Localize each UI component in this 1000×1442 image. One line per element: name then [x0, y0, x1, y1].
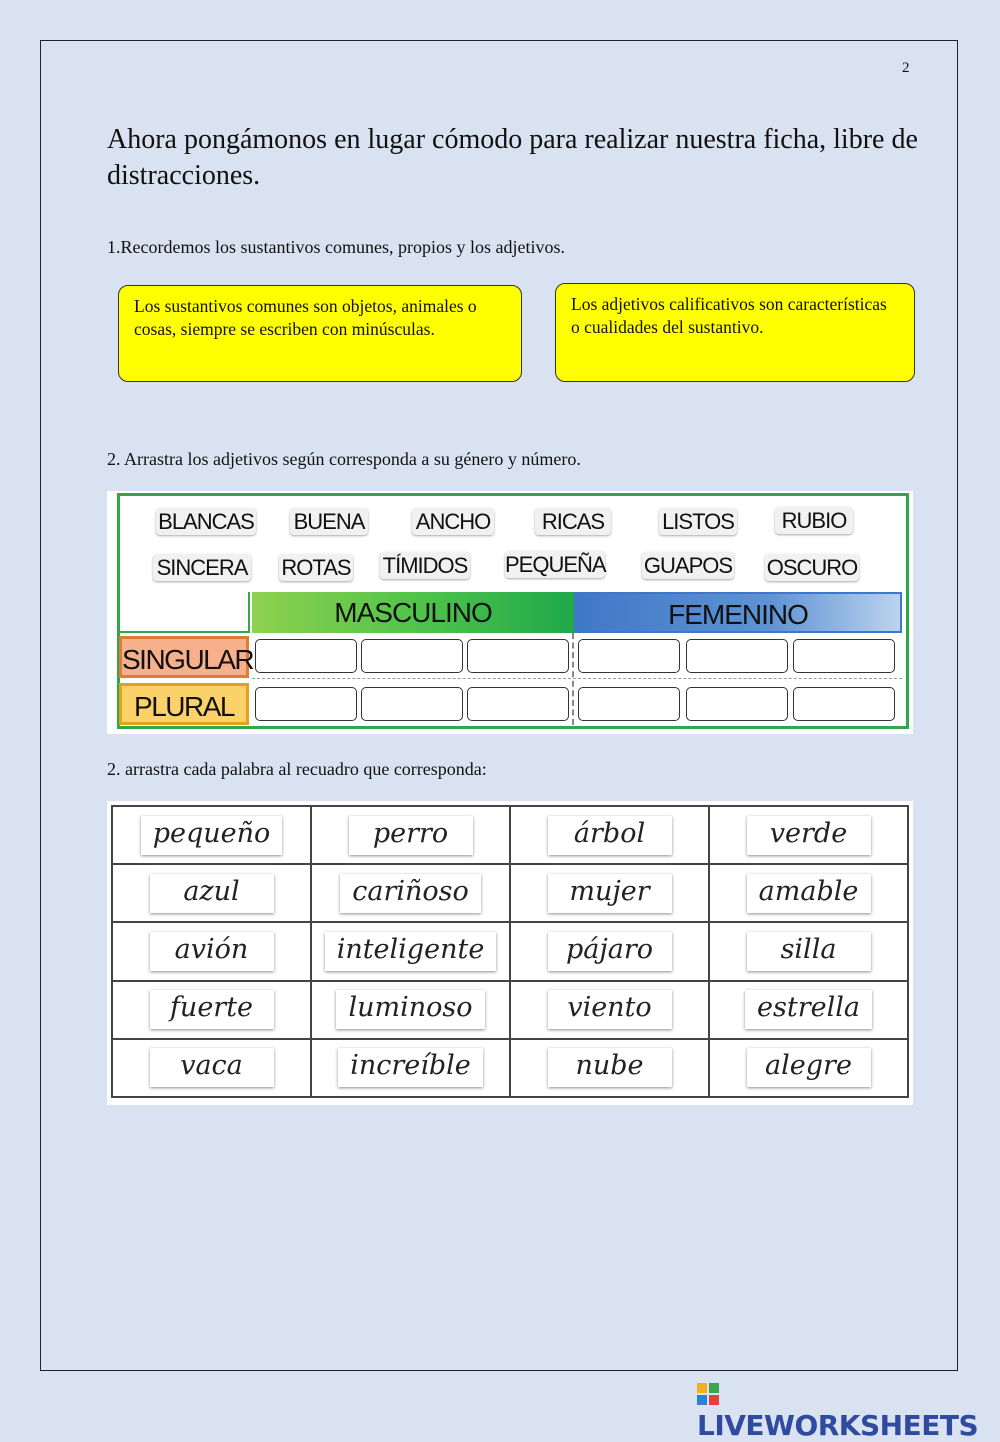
word-cell: [311, 1039, 510, 1097]
header-femenino: FEMENINO: [574, 592, 902, 633]
table-row: [112, 922, 908, 980]
word-chip[interactable]: inteligente: [325, 932, 497, 971]
adjective-chip[interactable]: BLANCAS: [156, 508, 256, 535]
word-cell: [311, 864, 510, 922]
word-chip[interactable]: increíble: [338, 1048, 483, 1087]
adjective-chip[interactable]: LISTOS: [659, 508, 737, 535]
word-chip[interactable]: avión: [150, 932, 274, 971]
word-cell: [510, 806, 709, 864]
logo-text: LIVEWORKSHEETS: [697, 1409, 979, 1442]
page-heading: Ahora pongámonos en lugar cómodo para realizar nuestra ficha, libre de distracciones.: [107, 124, 918, 191]
word-chip[interactable]: azul: [150, 874, 274, 913]
drop-slot-femenino-plural[interactable]: [578, 687, 680, 721]
drop-slot-femenino-plural[interactable]: [686, 687, 788, 721]
drop-slot-masculino-singular[interactable]: [467, 639, 569, 673]
question-2-text: 2. Arrastra los adjetivos según corresponda a su género y número.: [107, 449, 581, 469]
word-chip[interactable]: silla: [747, 932, 871, 971]
row-label-plural: PLURAL: [119, 683, 249, 725]
drop-slot-masculino-plural[interactable]: [361, 687, 463, 721]
drop-slot-masculino-singular[interactable]: [361, 639, 463, 673]
gender-divider: [572, 633, 574, 725]
table-row: [112, 981, 908, 1039]
drop-slot-femenino-singular[interactable]: [686, 639, 788, 673]
adjective-chip[interactable]: TÍMIDOS: [380, 552, 470, 579]
common-nouns-info-box: Los sustantivos comunes son objetos, animales o cosas, siempre se escriben con minúsculas.: [118, 285, 522, 382]
adjective-chip[interactable]: GUAPOS: [643, 553, 733, 578]
drop-slot-masculino-plural[interactable]: [467, 687, 569, 721]
table-row: [112, 864, 908, 922]
word-chip[interactable]: viento: [548, 990, 672, 1029]
table-row: [112, 806, 908, 864]
word-chip[interactable]: perro: [349, 816, 473, 855]
word-cell: [709, 864, 908, 922]
word-cell: [112, 922, 311, 980]
word-cell: [311, 806, 510, 864]
word-cell: [709, 922, 908, 980]
liveworksheets-logo-icon: [697, 1383, 719, 1405]
word-chip[interactable]: alegre: [747, 1048, 871, 1087]
word-chip[interactable]: cariñoso: [340, 874, 481, 913]
word-cell: [510, 864, 709, 922]
adjectives-info-box: Los adjetivos calificativos son características o cualidades del sustantivo.: [555, 283, 915, 382]
word-cell: [709, 806, 908, 864]
word-cell: [510, 1039, 709, 1097]
word-cell: [709, 1039, 908, 1097]
drop-slot-masculino-singular[interactable]: [255, 639, 357, 673]
word-grid: [111, 805, 909, 1098]
word-cell: [112, 806, 311, 864]
word-chip[interactable]: verde: [747, 816, 871, 855]
word-chip[interactable]: nube: [548, 1048, 672, 1087]
adjective-chip[interactable]: RUBIO: [775, 507, 853, 534]
word-cell: [112, 864, 311, 922]
word-chip[interactable]: árbol: [548, 816, 672, 855]
drop-slot-masculino-plural[interactable]: [255, 687, 357, 721]
header-corner: [120, 592, 250, 633]
adjective-chip[interactable]: BUENA: [290, 508, 368, 535]
row-label-singular: SINGULAR: [119, 636, 249, 678]
word-chip[interactable]: mujer: [548, 874, 672, 913]
table-row: [112, 1039, 908, 1097]
word-chip[interactable]: pájaro: [548, 932, 672, 971]
question-3-text: 2. arrastra cada palabra al recuadro que corresponda:: [107, 759, 487, 779]
word-cell: [709, 981, 908, 1039]
word-chip[interactable]: pequeño: [141, 816, 283, 855]
number-divider: [252, 678, 902, 679]
word-cell: [112, 981, 311, 1039]
adjective-chip[interactable]: ROTAS: [279, 554, 353, 581]
adjective-chip[interactable]: SINCERA: [153, 554, 251, 581]
word-chip[interactable]: estrella: [745, 990, 872, 1029]
liveworksheets-logo: [697, 1378, 1000, 1442]
word-cell: [311, 981, 510, 1039]
word-chip[interactable]: luminoso: [336, 990, 484, 1029]
word-cell: [510, 981, 709, 1039]
drop-slot-femenino-singular[interactable]: [793, 639, 895, 673]
adjective-chip[interactable]: PEQUEÑA: [505, 552, 606, 577]
word-cell: [112, 1039, 311, 1097]
word-cell: [311, 922, 510, 980]
question-1-text: 1.Recordemos los sustantivos comunes, propios y los adjetivos.: [107, 237, 565, 257]
word-sorting-activity: [107, 801, 913, 1105]
word-chip[interactable]: fuerte: [150, 990, 274, 1029]
word-chip[interactable]: vaca: [150, 1048, 274, 1087]
adjective-chip[interactable]: ANCHO: [412, 508, 494, 535]
adjective-chip[interactable]: RICAS: [535, 508, 611, 535]
adjective-sorting-activity: [107, 491, 913, 734]
word-cell: [510, 922, 709, 980]
adjective-chip[interactable]: OSCURO: [766, 555, 858, 580]
word-chip[interactable]: amable: [747, 874, 871, 913]
drop-slot-femenino-plural[interactable]: [793, 687, 895, 721]
header-masculino: MASCULINO: [252, 592, 574, 633]
page-number: 2: [902, 60, 910, 76]
drop-slot-femenino-singular[interactable]: [578, 639, 680, 673]
